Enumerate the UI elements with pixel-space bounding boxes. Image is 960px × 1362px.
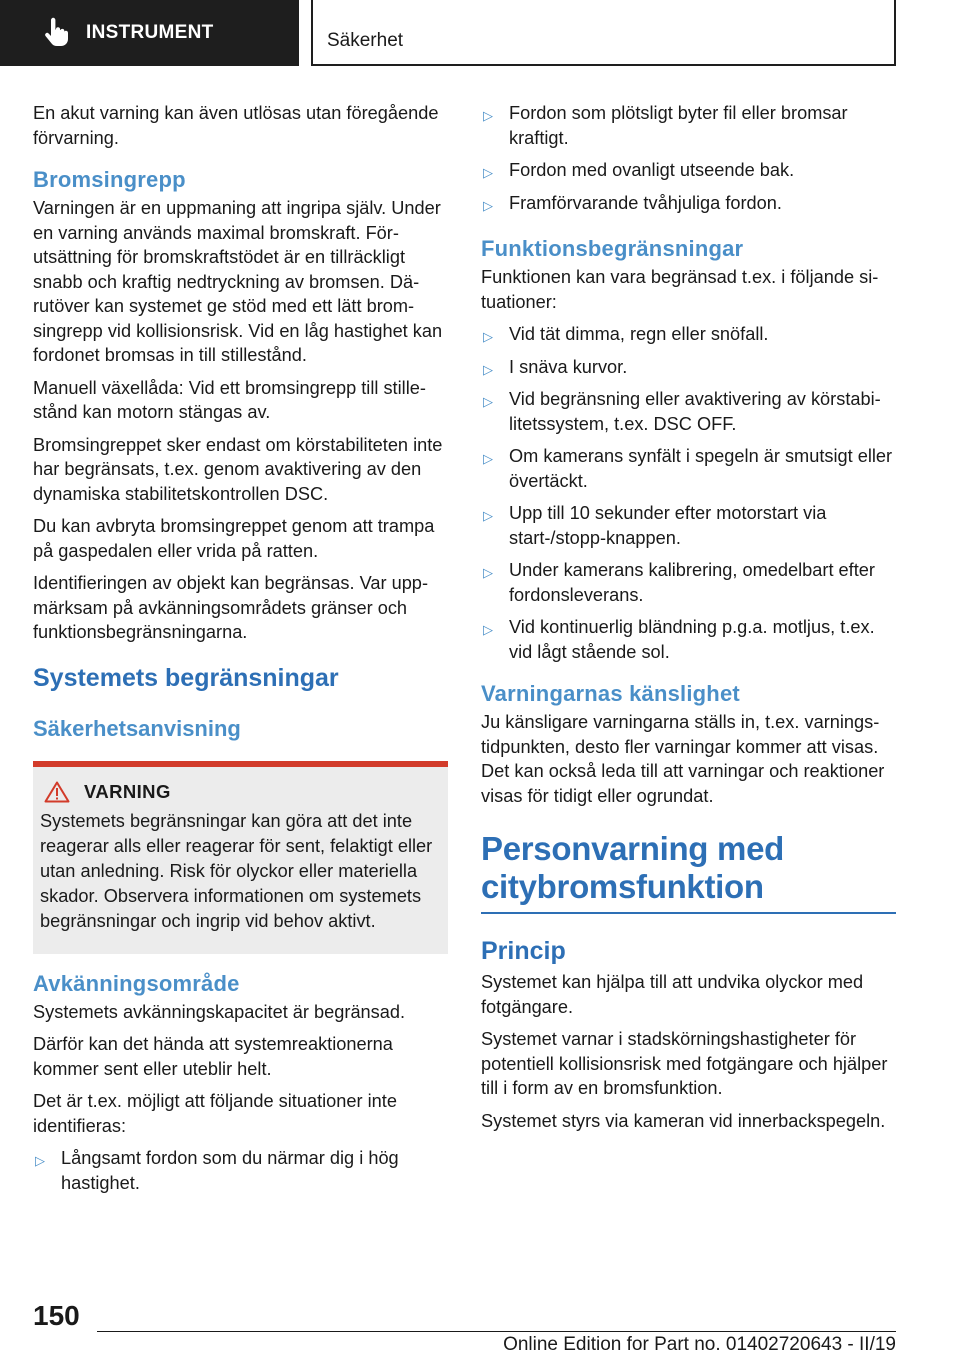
paragraph: Det är t.ex. möjligt att följande situationer inte identifieras: [33, 1091, 397, 1136]
paragraph: Du kan avbryta bromsingreppet genom att trampa på gaspedalen eller vrida på ratten. [33, 516, 435, 561]
warning-triangle-icon [44, 781, 70, 803]
triangle-bullet-icon: ▷ [483, 329, 493, 344]
left-column [33, 101, 448, 1203]
warning-label: VARNING [84, 780, 171, 802]
heading-systemets-begransningar: Systemets begränsningar [33, 663, 339, 692]
triangle-bullet-icon: ▷ [483, 361, 493, 377]
heading-avkanningsomrade: Avkänningsområde [33, 970, 240, 996]
list-item: ▷ I snäva kurvor. [481, 355, 896, 380]
heading-varningarnas-kanslighet: Varningarnas känslighet [481, 681, 740, 706]
warning-text: Systemets begränsningar kan göra att det inte reagerar alls eller reagerar för sent, felaktigt eller utan anledning. Risk för olyckor eller materiella skador. Observera informationen om systemets begränsningar och ingrip vid behov aktivt. [40, 810, 433, 931]
list-item: ▷ Fordon som plötsligt byter fil eller bromsar kraftigt. [483, 103, 848, 148]
warning-box [33, 761, 448, 954]
footer-divider [97, 1331, 896, 1332]
list-item: ▷ Fordon med ovanligt utseende bak. [481, 158, 896, 183]
chapter-title: Säkerhet [327, 30, 404, 51]
paragraph: Bromsingreppet sker endast om körstabiliteten inte har begränsats, t.ex. genom avaktivering av den dynamiska stabilitetskontrollen DSC. [33, 434, 443, 504]
section-tab [0, 0, 299, 66]
list-item: ▷ Om kamerans synfält i spegeln är smutsigt eller övertäckt. [483, 446, 893, 491]
right-column [481, 101, 896, 1141]
list [481, 101, 896, 215]
hand-pointer-icon [40, 17, 72, 49]
triangle-bullet-icon: ▷ [483, 394, 493, 409]
paragraph: Systemets avkänningskapacitet är begränsad. [33, 1001, 406, 1022]
page-number: 150 [33, 1300, 80, 1331]
triangle-bullet-icon: ▷ [483, 108, 493, 123]
paragraph: Funktionen kan vara begränsad t.ex. i följande situationer: [481, 267, 879, 312]
list-item: ▷ Vid begränsning eller avaktivering av körstabilitetssystem, t.ex. DSC OFF. [483, 389, 881, 434]
paragraph: Systemet styrs via kameran vid innerbackspegeln. [481, 1110, 886, 1131]
list-item: ▷ Under kamerans kalibrering, omedelbart efter fordonsleverans. [483, 560, 875, 605]
list-item: ▷ Vid tät dimma, regn eller snöfall. [481, 322, 896, 347]
heading-funktionsbegransningar: Funktionsbegränsningar [481, 236, 744, 261]
paragraph: Manuell växellåda: Vid ett bromsingrepp till stillestånd kan motorn stängas av. [33, 377, 426, 422]
triangle-bullet-icon: ▷ [483, 165, 493, 180]
heading-sakerhetsanvisning: Säkerhetsanvisning [33, 715, 241, 741]
paragraph: Systemet varnar i stadskörningshastigheter för potentiell kollisionsrisk med fotgängare och hjälper till i form av en bromsfunktion. [481, 1029, 888, 1098]
chapter-tab [311, 0, 896, 66]
section-title: INSTRUMENT [86, 22, 214, 43]
triangle-bullet-icon: ▷ [35, 1153, 45, 1168]
paragraph: Varningen är en uppmaning att ingripa själv. Under en varning används maximal bromskraft. Förutsättning för bromskraftstödet är en tillräckligt snabb och kraftig nedtryckning av bromsen. Därutöver kan systemet ge stöd med ett lätt bromsingrepp vid kollisionsrisk. Vid en låg hastighet kan fordonet bromsas in till stillestånd. [33, 198, 443, 365]
list-item: ▷ Långsamt fordon som du närmar dig i hög hastighet. [35, 1148, 399, 1193]
triangle-bullet-icon: ▷ [483, 565, 493, 580]
paragraph: Ju känsligare varningarna ställs in, t.ex. varningstidpunkten, desto fler varningar kommer att visas. Det kan också leda till att varningar och reaktioner visas för tidigt eller ogrundat. [481, 712, 885, 806]
triangle-bullet-icon: ▷ [483, 622, 493, 637]
list-item: ▷ Upp till 10 sekunder efter motorstart via start-/stopp-knappen. [483, 503, 827, 548]
list [481, 322, 896, 664]
heading-bromsingrepp: Bromsingrepp [33, 167, 186, 192]
list-item: ▷ Framförvarande tvåhjuliga fordon. [481, 191, 896, 216]
intro-paragraph: En akut varning kan även utlösas utan föregående förvarning. [33, 103, 439, 148]
triangle-bullet-icon: ▷ [483, 508, 493, 523]
heading-personvarning: Personvarning med citybromsfunktion [481, 830, 896, 914]
list-item: ▷ Vid kontinuerlig bländning p.g.a. motljus, t.ex. vid lågt stående sol. [483, 617, 875, 662]
footer-edition: Online Edition for Part no. 01402720643 - II/19 [503, 1334, 896, 1355]
triangle-bullet-icon: ▷ [483, 451, 493, 466]
paragraph: Därför kan det hända att systemreaktionerna kommer sent eller uteblir helt. [33, 1034, 393, 1079]
list [33, 1146, 448, 1195]
paragraph: Systemet kan hjälpa till att undvika olyckor med fotgängare. [481, 972, 864, 1017]
paragraph: Identifieringen av objekt kan begränsas. Var uppmärksam på avkänningsområdets gränser och funktionsbegränsningarna. [33, 573, 428, 642]
triangle-bullet-icon: ▷ [483, 197, 493, 213]
heading-princip: Princip [481, 937, 566, 965]
warning-title [44, 781, 440, 803]
